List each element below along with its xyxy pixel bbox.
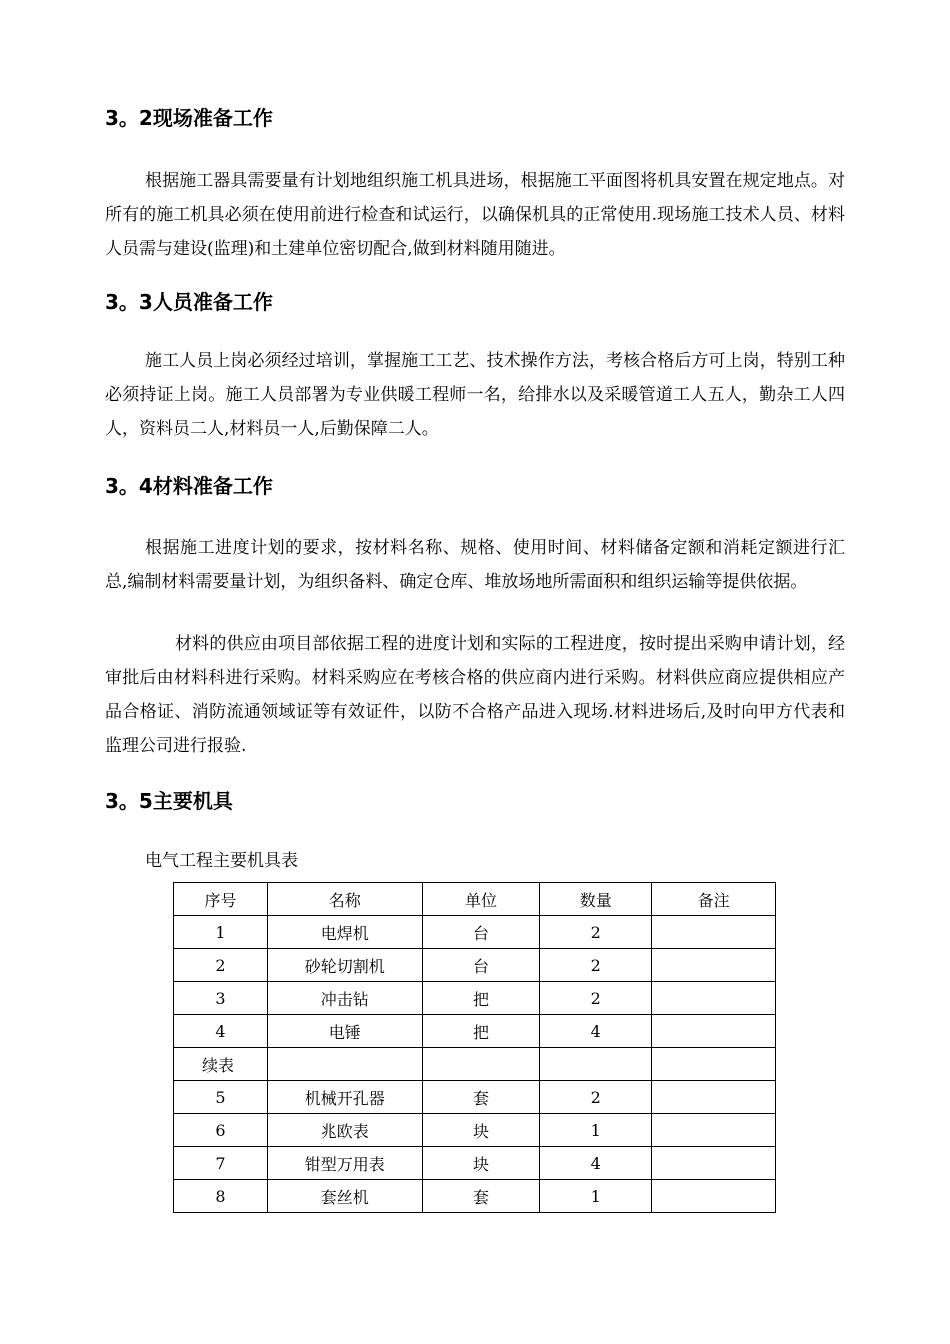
table-header-row [174,883,776,916]
cell-index: 5 [174,1081,268,1114]
cell-quantity [540,1048,652,1081]
table-row-continued [174,1048,776,1081]
section-heading-3-3: 3。3人员准备工作 [105,290,273,314]
table-caption: 电气工程主要机具表 [145,851,298,871]
cell-quantity: 2 [540,949,652,982]
cell-remarks [652,1147,776,1180]
cell-name: 套丝机 [267,1180,422,1213]
cell-name: 兆欧表 [267,1114,422,1147]
table-row [174,1180,776,1213]
table-row [174,1147,776,1180]
section-3-3-paragraph: 施工人员上岗必须经过培训，掌握施工工艺、技术操作方法，考核合格后方可上岗，特别工种必须持证上岗。施工人员部署为专业供暖工程师一名，给排水以及采暖管道工人五人，勤杂工人四人，资料员二人,材料员一人,后勤保障二人。 [105,351,845,439]
cell-quantity: 4 [540,1015,652,1048]
section-3-4-paragraph-1: 根据施工进度计划的要求，按材料名称、规格、使用时间、材料储备定额和消耗定额进行汇总,编制材料需要量计划，为组织备料、确定仓库、堆放场地所需面积和组织运输等提供依据。 [105,538,845,592]
cell-remarks [652,949,776,982]
cell-remarks [652,982,776,1015]
cell-index: 8 [174,1180,268,1213]
header-unit: 单位 [422,883,540,916]
table-row [174,916,776,949]
cell-name: 钳型万用表 [267,1147,422,1180]
table-row [174,982,776,1015]
cell-unit: 套 [422,1180,540,1213]
cell-remarks [652,1114,776,1147]
cell-unit: 把 [422,1015,540,1048]
cell-continued-label: 续表 [174,1048,268,1081]
cell-unit: 块 [422,1147,540,1180]
cell-index: 3 [174,982,268,1015]
cell-name: 砂轮切割机 [267,949,422,982]
cell-name [267,1048,422,1081]
table-row [174,1015,776,1048]
section-3-4-paragraph-2: 材料的供应由项目部依据工程的进度计划和实际的工程进度，按时提出采购申请计划，经审批后由材料科进行采购。材料采购应在考核合格的供应商内进行采购。材料供应商应提供相应产品合格证、消防流通领域证等有效证件，以防不合格产品进入现场.材料进场后,及时向甲方代表和监理公司进行报验. [105,634,845,756]
header-name: 名称 [267,883,422,916]
cell-unit: 台 [422,949,540,982]
cell-name: 电锤 [267,1015,422,1048]
header-quantity: 数量 [540,883,652,916]
cell-quantity: 2 [540,1081,652,1114]
cell-unit: 台 [422,916,540,949]
section-3-2-paragraph: 根据施工器具需要量有计划地组织施工机具进场，根据施工平面图将机具安置在规定地点。对所有的施工机具必须在使用前进行检查和试运行，以确保机具的正常使用.现场施工技术人员、材料人员需与建设(监理)和土建单位密切配合,做到材料随用随进。 [105,171,845,259]
cell-name: 冲击钻 [267,982,422,1015]
cell-index: 2 [174,949,268,982]
cell-index: 7 [174,1147,268,1180]
header-remarks: 备注 [652,883,776,916]
section-heading-3-2: 3。2现场准备工作 [105,106,273,130]
cell-quantity: 1 [540,1180,652,1213]
cell-name: 电焊机 [267,916,422,949]
cell-name: 机械开孔器 [267,1081,422,1114]
section-heading-3-4: 3。4材料准备工作 [105,474,273,498]
cell-remarks [652,1048,776,1081]
header-index: 序号 [174,883,268,916]
cell-quantity: 1 [540,1114,652,1147]
cell-remarks [652,1180,776,1213]
cell-index: 6 [174,1114,268,1147]
cell-quantity: 2 [540,982,652,1015]
cell-unit: 套 [422,1081,540,1114]
cell-index: 1 [174,916,268,949]
cell-unit: 把 [422,982,540,1015]
table-row [174,1081,776,1114]
cell-index: 4 [174,1015,268,1048]
cell-unit: 块 [422,1114,540,1147]
table-row [174,949,776,982]
cell-remarks [652,1015,776,1048]
cell-unit [422,1048,540,1081]
cell-remarks [652,916,776,949]
cell-quantity: 2 [540,916,652,949]
equipment-table [173,882,776,1213]
section-heading-3-5: 3。5主要机具 [105,789,233,813]
cell-quantity: 4 [540,1147,652,1180]
cell-remarks [652,1081,776,1114]
table-row [174,1114,776,1147]
